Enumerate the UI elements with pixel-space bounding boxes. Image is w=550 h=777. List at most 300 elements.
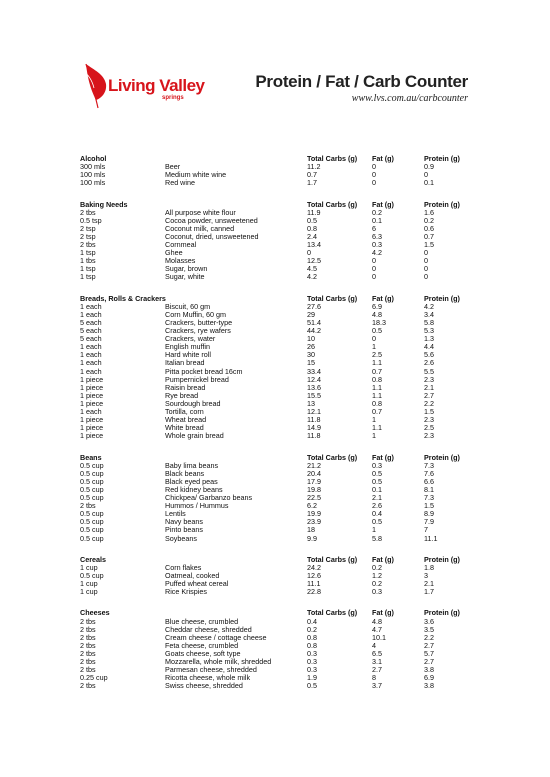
serving-size: 300 mls [80,162,106,172]
serving-size: 2 tbs [80,207,96,217]
food-name: Pumpernickel bread [165,374,229,384]
brand-name: Living Valley [108,76,205,95]
food-name: Sugar, white [165,272,205,282]
fat: 6 [372,223,376,233]
serving-size: 0.25 cup [80,673,108,683]
fat: 0.3 [372,240,382,250]
total-carbs: 21.2 [307,460,321,470]
section-title: Cheeses [80,608,110,618]
serving-size: 100 mls [80,170,106,180]
fat: 5.8 [372,533,382,543]
protein: 0.1 [424,178,434,188]
serving-size: 2 tbs [80,657,96,666]
serving-size: 1 piece [80,415,104,425]
food-name: Feta cheese, crumbled [165,640,239,650]
serving-size: 1 piece [80,382,104,392]
total-carbs: 22.8 [307,587,321,597]
column-header: Protein (g) [424,608,460,618]
total-carbs: 11.8 [307,415,321,425]
table-row [80,384,470,392]
serving-size: 1 tsp [80,264,96,274]
table-row [80,209,470,217]
food-name: Rice Krispies [165,587,207,597]
protein: 8.1 [424,484,434,494]
protein: 1.7 [424,587,434,597]
total-carbs: 19.9 [307,509,321,519]
serving-size: 0.5 cup [80,533,104,543]
table-row [80,376,470,384]
food-name: Puffed wheat cereal [165,579,229,589]
serving-size: 2 tbs [80,616,96,626]
fat: 2.1 [372,493,382,503]
food-name: English muffin [165,342,211,352]
fat: 4.7 [372,624,382,634]
fat: 0 [372,334,376,344]
column-header: Fat (g) [372,452,394,462]
food-section [80,295,470,441]
serving-size: 1 tsp [80,248,96,258]
table-row [80,249,470,257]
food-name: Coconut, dried, unsweetened [165,231,259,241]
total-carbs: 17.9 [307,476,321,486]
section-title: Alcohol [80,154,107,163]
food-name: Cream cheese / cottage cheese [165,632,267,642]
food-name: Lentils [165,509,186,519]
total-carbs: 4.2 [307,272,317,282]
total-carbs: 26 [307,342,315,352]
food-name: Sourdough bread [165,398,221,408]
fat: 0.4 [372,509,382,519]
fat: 0 [372,178,376,188]
fat: 6.3 [372,231,382,241]
food-name: Corn Muffin, 60 gm [165,309,226,319]
serving-size: 1 each [80,309,102,319]
table-row [80,618,470,626]
food-name: Soybeans [165,533,197,543]
fat: 0.7 [372,407,382,416]
total-carbs: 0.4 [307,616,317,626]
fat: 0 [372,264,376,274]
food-name: Raisin bread [165,382,206,392]
fat: 1.1 [372,358,382,368]
table-row [80,666,470,674]
column-header: Protein (g) [424,293,460,303]
table-row [80,303,470,311]
protein: 1.8 [424,562,434,572]
serving-size: 1 piece [80,374,104,384]
protein: 2.2 [424,398,434,408]
table-row [80,400,470,408]
serving-size: 2 tbs [80,665,96,675]
nutrition-tables [80,155,470,704]
serving-size: 0.5 cup [80,460,104,470]
total-carbs: 0.8 [307,640,317,650]
fat: 2.7 [372,665,382,675]
fat: 1.1 [372,390,382,400]
food-section [80,609,470,690]
fat: 0.5 [372,468,382,478]
protein: 3.8 [424,665,434,675]
table-row [80,351,470,359]
column-header: Fat (g) [372,154,394,163]
fat: 1 [372,525,376,535]
table-row [80,233,470,241]
column-header: Total Carbs (g) [307,452,358,462]
section-header-row [80,155,470,163]
table-row [80,265,470,273]
serving-size: 1 piece [80,390,104,400]
total-carbs: 23.9 [307,517,321,527]
food-name: Red wine [165,178,195,188]
food-name: Chickpea/ Garbanzo beans [165,493,253,503]
total-carbs: 1.9 [307,673,317,683]
serving-size: 1 each [80,350,102,360]
food-name: Crackers, water [165,334,216,344]
serving-size: 2 tsp [80,223,96,233]
table-row [80,416,470,424]
protein: 1.6 [424,207,434,217]
fat: 18.3 [372,317,386,327]
column-header: Total Carbs (g) [307,199,358,209]
food-name: Navy beans [165,517,203,527]
column-header: Protein (g) [424,154,460,163]
food-name: Beer [165,162,181,172]
protein: 2.3 [424,431,434,441]
protein: 6.6 [424,476,434,486]
food-name: Tortilla, corn [165,407,204,416]
food-name: Whole grain bread [165,431,224,441]
protein: 2.5 [424,423,434,433]
total-carbs: 13.4 [307,240,321,250]
section-header-row [80,556,470,564]
fat: 0.1 [372,215,382,225]
total-carbs: 0.3 [307,665,317,675]
section-header-row [80,609,470,617]
table-row [80,564,470,572]
table-row [80,470,470,478]
protein: 0.6 [424,223,434,233]
serving-size: 1 tsp [80,272,96,282]
protein: 2.7 [424,390,434,400]
section-title: Breads, Rolls & Crackers [80,293,166,303]
serving-size: 2 tbs [80,640,96,650]
serving-size: 1 tbs [80,256,96,266]
fat: 0.3 [372,460,382,470]
protein: 7.3 [424,493,434,503]
serving-size: 1 cup [80,579,98,589]
serving-size: 5 each [80,317,102,327]
food-name: Red kidney beans [165,484,223,494]
food-name: Parmesan cheese, shredded [165,665,257,675]
table-row [80,368,470,376]
protein: 8.9 [424,509,434,519]
protein: 1.5 [424,407,434,416]
table-row [80,257,470,265]
total-carbs: 24.2 [307,562,321,572]
protein: 0 [424,272,428,282]
serving-size: 5 each [80,334,102,344]
fat: 6.5 [372,648,382,658]
food-name: Ghee [165,248,183,258]
table-row [80,642,470,650]
food-name: Corn flakes [165,562,202,572]
protein: 7.6 [424,468,434,478]
serving-size: 0.5 cup [80,468,104,478]
food-name: Ricotta cheese, whole milk [165,673,251,683]
table-row [80,572,470,580]
protein: 6.9 [424,673,434,683]
food-name: Oatmeal, cooked [165,570,220,580]
table-row [80,163,470,171]
table-row [80,241,470,249]
fat: 0 [372,272,376,282]
table-row [80,518,470,526]
column-header: Fat (g) [372,293,394,303]
serving-size: 2 tbs [80,240,96,250]
fat: 4.8 [372,309,382,319]
food-section [80,201,470,282]
protein: 5.8 [424,317,434,327]
food-name: Cornmeal [165,240,197,250]
fat: 2.5 [372,350,382,360]
food-name: Cheddar cheese, shredded [165,624,252,634]
table-row [80,580,470,588]
protein: 3.5 [424,624,434,634]
table-row [80,335,470,343]
protein: 11.1 [424,533,438,543]
serving-size: 1 piece [80,398,104,408]
protein: 3.8 [424,681,434,691]
fat: 0.2 [372,579,382,589]
total-carbs: 27.6 [307,301,321,311]
table-row [80,359,470,367]
food-name: Pinto beans [165,525,203,535]
serving-size: 0.5 cup [80,493,104,503]
table-row [80,311,470,319]
protein: 1.5 [424,501,434,511]
total-carbs: 9.9 [307,533,317,543]
total-carbs: 0.3 [307,648,317,658]
protein: 0 [424,248,428,258]
food-name: Hard white roll [165,350,211,360]
serving-size: 2 tbs [80,681,96,691]
food-section [80,155,470,187]
fat: 0 [372,170,376,180]
column-header: Fat (g) [372,199,394,209]
food-name: Wheat bread [165,415,207,425]
food-name: Mozzarella, whole milk, shredded [165,657,272,666]
column-header: Protein (g) [424,554,460,564]
column-header: Protein (g) [424,199,460,209]
serving-size: 1 each [80,358,102,368]
total-carbs: 6.2 [307,501,317,511]
table-row [80,658,470,666]
fat: 1.1 [372,423,382,433]
total-carbs: 10 [307,334,315,344]
table-row [80,432,470,440]
serving-size: 0.5 cup [80,517,104,527]
fat: 0.2 [372,562,382,572]
total-carbs: 30 [307,350,315,360]
food-name: Pitta pocket bread 16cm [165,366,243,376]
total-carbs: 13.6 [307,382,321,392]
table-row [80,424,470,432]
protein: 2.3 [424,415,434,425]
table-row [80,343,470,351]
table-row [80,327,470,335]
protein: 0.2 [424,215,434,225]
table-row [80,588,470,596]
total-carbs: 44.2 [307,326,321,336]
table-row [80,626,470,634]
total-carbs: 12.5 [307,256,321,266]
protein: 7.9 [424,517,434,527]
serving-size: 0.5 cup [80,476,104,486]
protein: 4.4 [424,342,434,352]
total-carbs: 12.4 [307,374,321,384]
page-header [80,62,468,112]
section-header-row [80,295,470,303]
serving-size: 1 piece [80,431,104,441]
serving-size: 0.5 cup [80,525,104,535]
fat: 0 [372,256,376,266]
fat: 1 [372,342,376,352]
fat: 3.1 [372,657,382,666]
food-name: Biscuit, 60 gm [165,301,211,311]
total-carbs: 51.4 [307,317,321,327]
food-section [80,556,470,596]
total-carbs: 0.7 [307,170,317,180]
table-row [80,179,470,187]
total-carbs: 11.9 [307,207,321,217]
serving-size: 2 tbs [80,632,96,642]
food-name: Rye bread [165,390,199,400]
total-carbs: 11.2 [307,162,321,172]
serving-size: 2 tbs [80,648,96,658]
serving-size: 1 cup [80,562,98,572]
serving-size: 1 each [80,407,102,416]
total-carbs: 0.8 [307,632,317,642]
food-name: Swiss cheese, shredded [165,681,243,691]
serving-size: 1 each [80,366,102,376]
fat: 1.1 [372,382,382,392]
serving-size: 1 each [80,301,102,311]
total-carbs: 0.3 [307,657,317,666]
fat: 1 [372,431,376,441]
protein: 1.3 [424,334,434,344]
total-carbs: 12.1 [307,407,321,416]
food-name: Crackers, rye wafers [165,326,231,336]
food-name: Italian bread [165,358,205,368]
food-name: White bread [165,423,204,433]
fat: 0.5 [372,326,382,336]
fat: 0.3 [372,587,382,597]
total-carbs: 11.1 [307,579,321,589]
protein: 0 [424,256,428,266]
food-name: Goats cheese, soft type [165,648,241,658]
table-row [80,225,470,233]
total-carbs: 22.5 [307,493,321,503]
protein: 5.5 [424,366,434,376]
food-name: Blue cheese, crumbled [165,616,239,626]
total-carbs: 15 [307,358,315,368]
serving-size: 2 tsp [80,231,96,241]
protein: 2.1 [424,382,434,392]
fat: 4 [372,640,376,650]
protein: 5.7 [424,648,434,658]
brand-subtitle: springs [162,95,184,101]
table-row [80,217,470,225]
fat: 0.8 [372,374,382,384]
fat: 0.5 [372,476,382,486]
total-carbs: 0 [307,248,311,258]
fat: 6.9 [372,301,382,311]
table-row [80,408,470,416]
serving-size: 2 tbs [80,501,96,511]
protein: 0 [424,170,428,180]
section-header-row [80,454,470,462]
serving-size: 100 mls [80,178,106,188]
section-title: Cereals [80,554,106,564]
food-name: Hummos / Hummus [165,501,229,511]
serving-size: 0.5 tsp [80,215,102,225]
protein: 3.4 [424,309,434,319]
section-header-row [80,201,470,209]
protein: 0.9 [424,162,434,172]
table-row [80,634,470,642]
protein: 0 [424,264,428,274]
fat: 1.2 [372,570,382,580]
fat: 0.2 [372,207,382,217]
serving-size: 0.5 cup [80,509,104,519]
table-row [80,486,470,494]
total-carbs: 13 [307,398,315,408]
total-carbs: 15.5 [307,390,321,400]
total-carbs: 20.4 [307,468,321,478]
table-row [80,510,470,518]
table-row [80,462,470,470]
protein: 2.7 [424,657,434,666]
serving-size: 0.5 cup [80,484,104,494]
food-name: Coconut milk, canned [165,223,235,233]
food-name: Molasses [165,256,196,266]
total-carbs: 29 [307,309,315,319]
food-name: All purpose white flour [165,207,236,217]
table-row [80,494,470,502]
serving-size: 1 each [80,342,102,352]
column-header: Total Carbs (g) [307,154,358,163]
column-header: Total Carbs (g) [307,293,358,303]
total-carbs: 12.6 [307,570,321,580]
brand-logo [80,62,220,112]
section-title: Baking Needs [80,199,128,209]
total-carbs: 18 [307,525,315,535]
fat: 2.6 [372,501,382,511]
fat: 4.2 [372,248,382,258]
table-row [80,682,470,690]
protein: 2.2 [424,632,434,642]
protein: 2.3 [424,374,434,384]
protein: 2.7 [424,640,434,650]
total-carbs: 1.7 [307,178,317,188]
serving-size: 1 piece [80,423,104,433]
table-row [80,319,470,327]
table-row [80,171,470,179]
fat: 0.1 [372,484,382,494]
column-header: Fat (g) [372,554,394,564]
protein: 2.1 [424,579,434,589]
serving-size: 5 each [80,326,102,336]
